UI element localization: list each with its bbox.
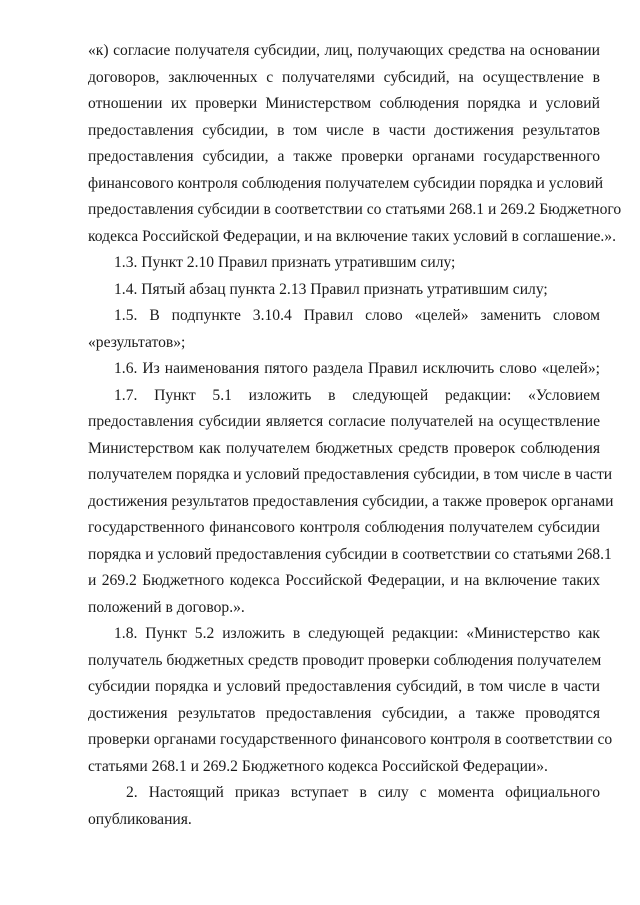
text-line: кодекса Российской Федерации, и на включение таких условий в соглашение.». [88, 227, 616, 245]
paragraph-1-4: 1.4. Пятый абзац пункта 2.13 Правил признать утратившим силу; [114, 280, 548, 298]
text-line: отношении их проверки Министерством соблюдения порядка и условий [88, 95, 600, 112]
paragraph-1-5: 1.5. В подпункте 3.10.4 Правил слово «целей» заменить словом [114, 307, 600, 324]
paragraph-2: 2. Настоящий приказ вступает в силу с момента официального [126, 784, 600, 801]
text-line: Министерством как получателем бюджетных средств проверок соблюдения [88, 439, 600, 457]
paragraph-1-7: 1.7. Пункт 5.1 изложить в следующей редакции: «Условием [114, 386, 600, 404]
text-line: положений в договор.». [88, 598, 245, 616]
text-line: предоставления субсидии в соответствии со статьями 268.1 и 269.2 Бюджетного [88, 201, 622, 218]
text-line: проверки органами государственного финансового контроля в соответствии со [88, 731, 613, 748]
text-line: «результатов»; [88, 333, 186, 351]
text-line: достижения результатов предоставления субсидии, а также проверок органами [88, 492, 614, 510]
text-line: предоставления субсидии, в том числе в части достижения результатов [88, 121, 600, 139]
text-line: и 269.2 Бюджетного кодекса Российской Федерации, и на включение таких [88, 572, 600, 589]
text-line: получателем порядка и условий предоставления субсидии, в том числе в части [88, 466, 613, 483]
paragraph-1-8: 1.8. Пункт 5.2 изложить в следующей редакции: «Министерство как [114, 625, 600, 642]
text-line: договоров, заключенных с получателями субсидий, на осуществление в [88, 68, 600, 86]
document-page [88, 38, 622, 833]
text-line: предоставления субсидии, а также проверки органами государственного [88, 148, 600, 165]
text-line: субсидии порядка и условий предоставления субсидий, в том числе в части [88, 678, 600, 695]
text-line: порядка и условий предоставления субсидии в соответствии со статьями 268.1 [88, 545, 612, 563]
text-line: «к) согласие получателя субсидии, лиц, получающих средства на основании [88, 42, 600, 59]
text-line: предоставления субсидии является согласие получателей на осуществление [88, 413, 600, 430]
text-line: опубликования. [88, 810, 192, 828]
paragraph-1-3: 1.3. Пункт 2.10 Правил признать утратившим силу; [114, 254, 456, 271]
text-line: получатель бюджетных средств проводит проверки соблюдения получателем [88, 651, 602, 669]
text-line: достижения результатов предоставления субсидии, а также проводятся [88, 704, 600, 722]
text-line: финансового контроля соблюдения получателем субсидии порядка и условий [88, 174, 604, 192]
text-line: государственного финансового контроля соблюдения получателем субсидии [88, 519, 600, 536]
paragraph-1-6: 1.6. Из наименования пятого раздела Правил исключить слово «целей»; [114, 360, 600, 377]
text-line: статьями 268.1 и 269.2 Бюджетного кодекса Российской Федерации». [88, 757, 548, 775]
